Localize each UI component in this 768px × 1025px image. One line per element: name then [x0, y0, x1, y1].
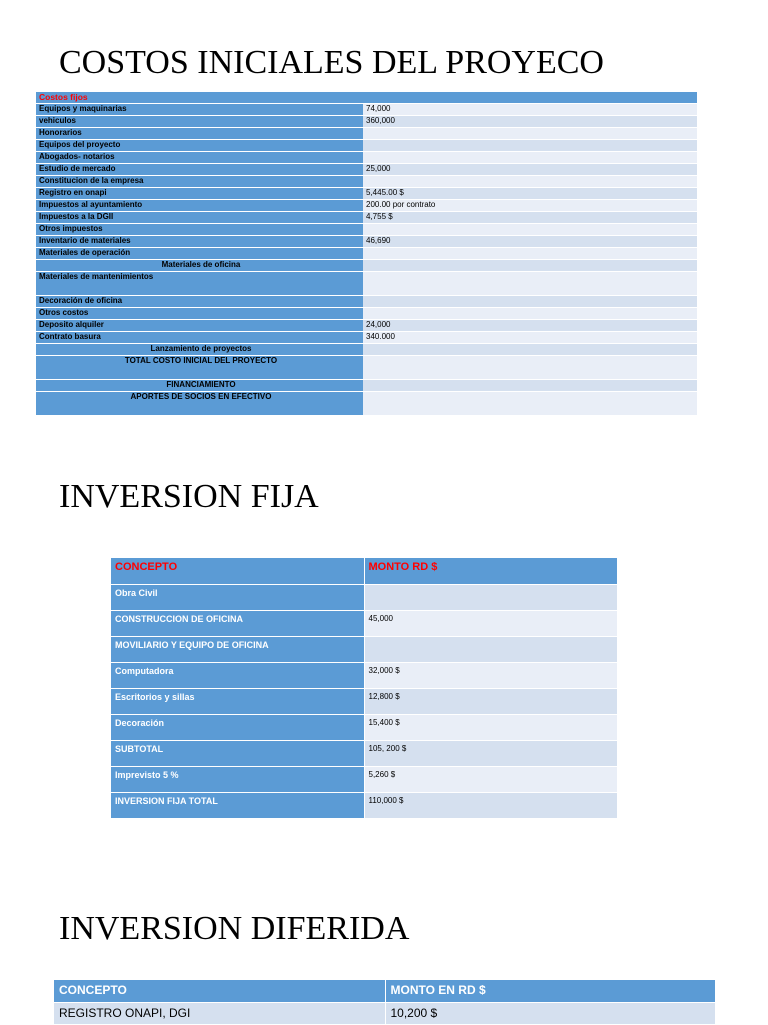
- cell-label: CONSTRUCCION DE OFICINA: [111, 610, 364, 636]
- inversion-fija-table: [111, 558, 617, 819]
- cell-label: Honorarios: [36, 127, 363, 139]
- header-concepto: CONCEPTO: [111, 558, 364, 584]
- cell-label: Equipos y maquinarias: [36, 103, 363, 115]
- cell-label: Lanzamiento de proyectos: [36, 343, 363, 355]
- cell-label: Estudio de mercado: [36, 163, 363, 175]
- cell-label: Escritorios y sillas: [111, 688, 364, 714]
- table-row: [36, 139, 697, 151]
- cell-value: [363, 355, 697, 379]
- table-row: [36, 199, 697, 211]
- cell-label: Costos fijos: [36, 92, 363, 103]
- table-row: [36, 271, 697, 295]
- cell-label: TOTAL COSTO INICIAL DEL PROYECTO: [36, 355, 363, 379]
- table-row: [36, 103, 697, 115]
- cell-label: SUBTOTAL: [111, 740, 364, 766]
- cell-label: REGISTRO ONAPI, DGI: [54, 1002, 385, 1024]
- table-row: [111, 792, 617, 818]
- cell-value: 12,800 $: [364, 688, 617, 714]
- table-row: [36, 223, 697, 235]
- cell-value: [363, 379, 697, 391]
- cell-value: 74,000: [363, 103, 697, 115]
- cell-label: Impuestos al ayuntamiento: [36, 199, 363, 211]
- cell-label: Materiales de mantenimientos: [36, 271, 363, 295]
- table-row: [36, 247, 697, 259]
- table-row: [54, 1002, 715, 1024]
- table-row: [36, 187, 697, 199]
- cell-label: INVERSION FIJA TOTAL: [111, 792, 364, 818]
- table-row: [36, 379, 697, 391]
- cell-value: 110,000 $: [364, 792, 617, 818]
- cell-value: 360,000: [363, 115, 697, 127]
- cell-value: [363, 127, 697, 139]
- table-row: [36, 259, 697, 271]
- cell-label: Equipos del proyecto: [36, 139, 363, 151]
- table-row: [36, 211, 697, 223]
- cell-value: 105, 200 $: [364, 740, 617, 766]
- table-row: [36, 92, 697, 103]
- cell-value: [364, 584, 617, 610]
- cell-label: Otros costos: [36, 307, 363, 319]
- cell-label: FINANCIAMIENTO: [36, 379, 363, 391]
- table-row: [36, 331, 697, 343]
- cell-value: 4,755 $: [363, 211, 697, 223]
- table-header-row: [54, 980, 715, 1002]
- cell-value: 25,000: [363, 163, 697, 175]
- cell-value: [363, 92, 697, 103]
- cell-value: [363, 247, 697, 259]
- header-monto: MONTO RD $: [364, 558, 617, 584]
- cell-value: 24,000: [363, 319, 697, 331]
- cell-value: [364, 636, 617, 662]
- table-row: [111, 584, 617, 610]
- table-row: [111, 688, 617, 714]
- cell-label: MOVILIARIO Y EQUIPO DE OFICINA: [111, 636, 364, 662]
- cell-value: 15,400 $: [364, 714, 617, 740]
- table-row: [36, 151, 697, 163]
- cell-label: Otros impuestos: [36, 223, 363, 235]
- cell-value: 46,690: [363, 235, 697, 247]
- cell-label: Deposito alquiler: [36, 319, 363, 331]
- cell-value: [363, 295, 697, 307]
- table-row: [36, 355, 697, 379]
- inversion-diferida-table: [54, 980, 715, 1025]
- cell-label: Computadora: [111, 662, 364, 688]
- cell-value: [363, 151, 697, 163]
- cell-value: 45,000: [364, 610, 617, 636]
- costos-iniciales-table: [36, 92, 697, 416]
- cell-value: [363, 307, 697, 319]
- table-row: [111, 610, 617, 636]
- table-row: [36, 391, 697, 415]
- inversion-fija-title: INVERSION FIJA: [59, 478, 319, 515]
- cell-value: 32,000 $: [364, 662, 617, 688]
- table-row: [36, 307, 697, 319]
- table-row: [36, 295, 697, 307]
- cell-label: Contrato basura: [36, 331, 363, 343]
- inversion-diferida-title: INVERSION DIFERIDA: [59, 910, 410, 947]
- cell-label: Impuestos a la DGII: [36, 211, 363, 223]
- cell-label: Decoración: [111, 714, 364, 740]
- costos-iniciales-title: COSTOS INICIALES DEL PROYECO: [59, 44, 604, 81]
- table-row: [111, 714, 617, 740]
- cell-value: [363, 343, 697, 355]
- cell-value: [363, 175, 697, 187]
- cell-value: [363, 223, 697, 235]
- cell-label: Registro en onapi: [36, 187, 363, 199]
- table-row: [36, 343, 697, 355]
- cell-label: Constitucion de la empresa: [36, 175, 363, 187]
- cell-value: 200.00 por contrato: [363, 199, 697, 211]
- table-row: [36, 175, 697, 187]
- cell-label: Abogados- notarios: [36, 151, 363, 163]
- cell-label: vehiculos: [36, 115, 363, 127]
- cell-value: 5,445.00 $: [363, 187, 697, 199]
- cell-value: [363, 259, 697, 271]
- cell-label: Imprevisto 5 %: [111, 766, 364, 792]
- table-row: [111, 766, 617, 792]
- table-row: [36, 235, 697, 247]
- table-row: [111, 636, 617, 662]
- table-row: [36, 163, 697, 175]
- cell-label: Inventario de materiales: [36, 235, 363, 247]
- cell-value: 5,260 $: [364, 766, 617, 792]
- cell-label: Materiales de oficina: [36, 259, 363, 271]
- table-row: [111, 740, 617, 766]
- cell-label: APORTES DE SOCIOS EN EFECTIVO: [36, 391, 363, 415]
- cell-value: [363, 391, 697, 415]
- header-monto: MONTO EN RD $: [385, 980, 715, 1002]
- table-row: [36, 115, 697, 127]
- table-row: [36, 319, 697, 331]
- cell-label: Decoración de oficina: [36, 295, 363, 307]
- cell-value: 10,200 $: [385, 1002, 715, 1024]
- cell-value: [363, 271, 697, 295]
- cell-value: 340.000: [363, 331, 697, 343]
- table-row: [36, 127, 697, 139]
- header-concepto: CONCEPTO: [54, 980, 385, 1002]
- cell-value: [363, 139, 697, 151]
- table-row: [111, 662, 617, 688]
- cell-label: Materiales de operación: [36, 247, 363, 259]
- cell-label: Obra Civil: [111, 584, 364, 610]
- table-header-row: [111, 558, 617, 584]
